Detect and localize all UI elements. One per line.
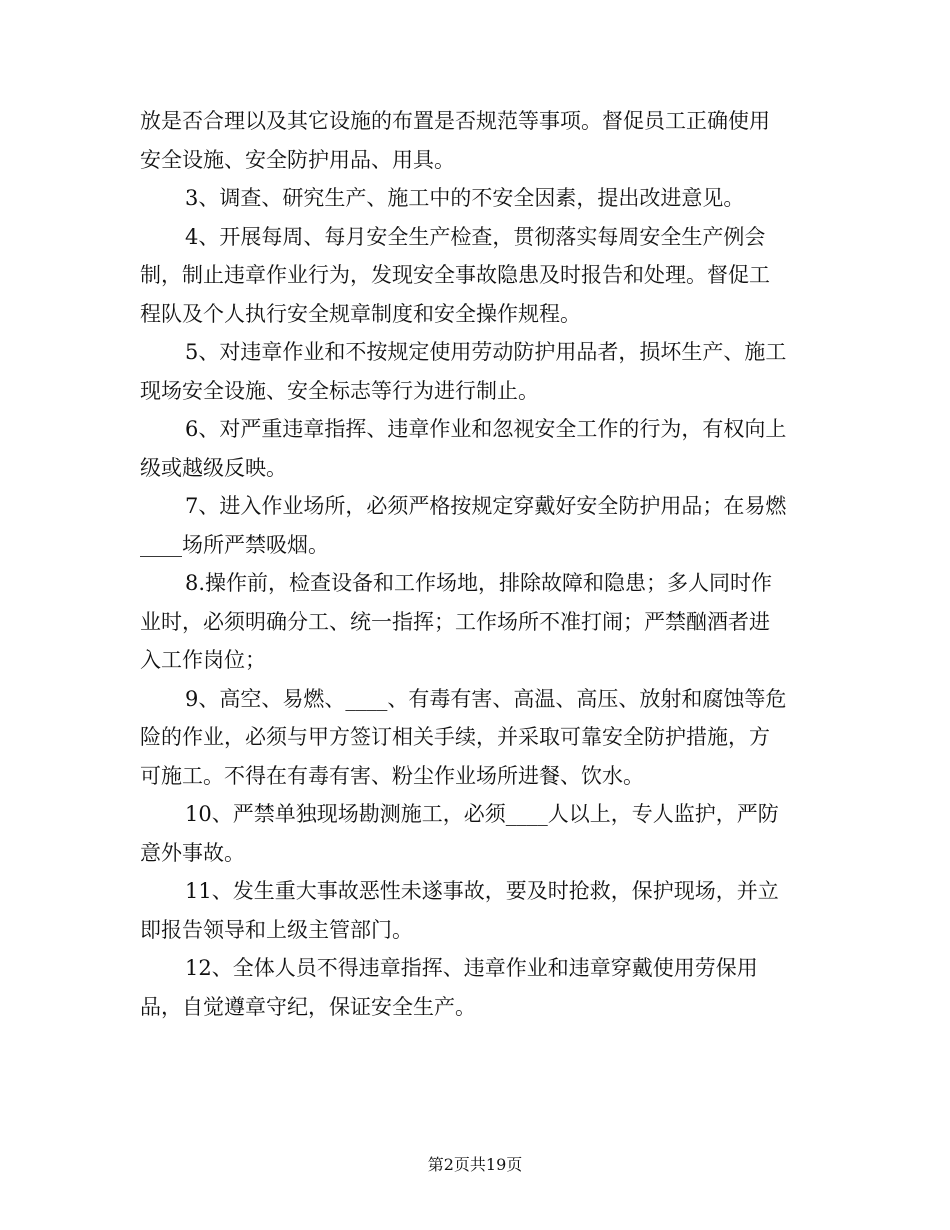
text-line: 级或越级反映。 [140, 455, 287, 480]
text-line: 放是否合理以及其它设施的布置是否规范等事项。督促员工正确使用 [140, 109, 770, 133]
text-line: 品，自觉遵章守纪，保证安全生产。 [140, 994, 476, 1019]
document-body [140, 102, 810, 1026]
text-line: 程队及个人执行安全规章制度和安全操作规程。 [140, 301, 581, 326]
paragraph-4 [140, 218, 810, 334]
text-line: 10、严禁单独现场勘测施工，必须____人以上，专人监护，严防 [185, 802, 779, 826]
text-line: 意外事故。 [140, 840, 245, 865]
paragraph-12 [140, 949, 810, 1026]
text-line: 制，制止违章作业行为，发现安全事故隐患及时报告和处理。督促工 [140, 263, 770, 287]
paragraph-10 [140, 795, 810, 872]
paragraph-2-continued [140, 102, 810, 179]
text-line: ____场所严禁吸烟。 [140, 532, 329, 557]
text-line: 12、全体人员不得违章指挥、违章作业和违章穿戴使用劳保用 [185, 956, 758, 980]
text-line: 可施工。不得在有毒有害、粉尘作业场所进餐、饮水。 [140, 763, 644, 788]
paragraph-7 [140, 487, 810, 564]
text-line: 9、高空、易燃、____、有毒有害、高温、高压、放射和腐蚀等危 [185, 686, 787, 711]
text-line: 险的作业，必须与甲方签订相关手续，并采取可靠安全防护措施，方 [140, 725, 770, 749]
text-line: 业时，必须明确分工、统一指挥；工作场所不准打闹；严禁酗酒者进 [140, 609, 770, 634]
text-line: 安全设施、安全防护用品、用具。 [140, 147, 455, 172]
text-line: 3、调查、研究生产、施工中的不安全因素，提出改进意见。 [185, 186, 745, 210]
text-line: 8.操作前，检查设备和工作场地，排除故障和隐患；多人同时作 [185, 571, 773, 595]
paragraph-11 [140, 872, 810, 949]
paragraph-3 [140, 179, 810, 218]
text-line: 现场安全设施、安全标志等行为进行制止。 [140, 378, 539, 403]
page-number: 第2页共19页 [427, 1155, 523, 1174]
paragraph-8 [140, 564, 810, 680]
paragraph-5 [140, 333, 810, 410]
paragraph-9 [140, 680, 810, 796]
text-line: 6、对严重违章指挥、违章作业和忽视安全工作的行为，有权向上 [185, 417, 787, 441]
text-line: 11、发生重大事故恶性未遂事故，要及时抢救，保护现场，并立 [185, 879, 779, 903]
text-line: 5、对违章作业和不按规定使用劳动防护用品者，损坏生产、施工 [185, 340, 787, 364]
text-line: 即报告领导和上级主管部门。 [140, 917, 413, 942]
paragraph-6 [140, 410, 810, 487]
text-line: 7、进入作业场所，必须严格按规定穿戴好安全防护用品；在易燃 [185, 494, 787, 518]
text-line: 4、开展每周、每月安全生产检查，贯彻落实每周安全生产例会 [185, 224, 766, 249]
text-line: 入工作岗位； [140, 648, 266, 672]
